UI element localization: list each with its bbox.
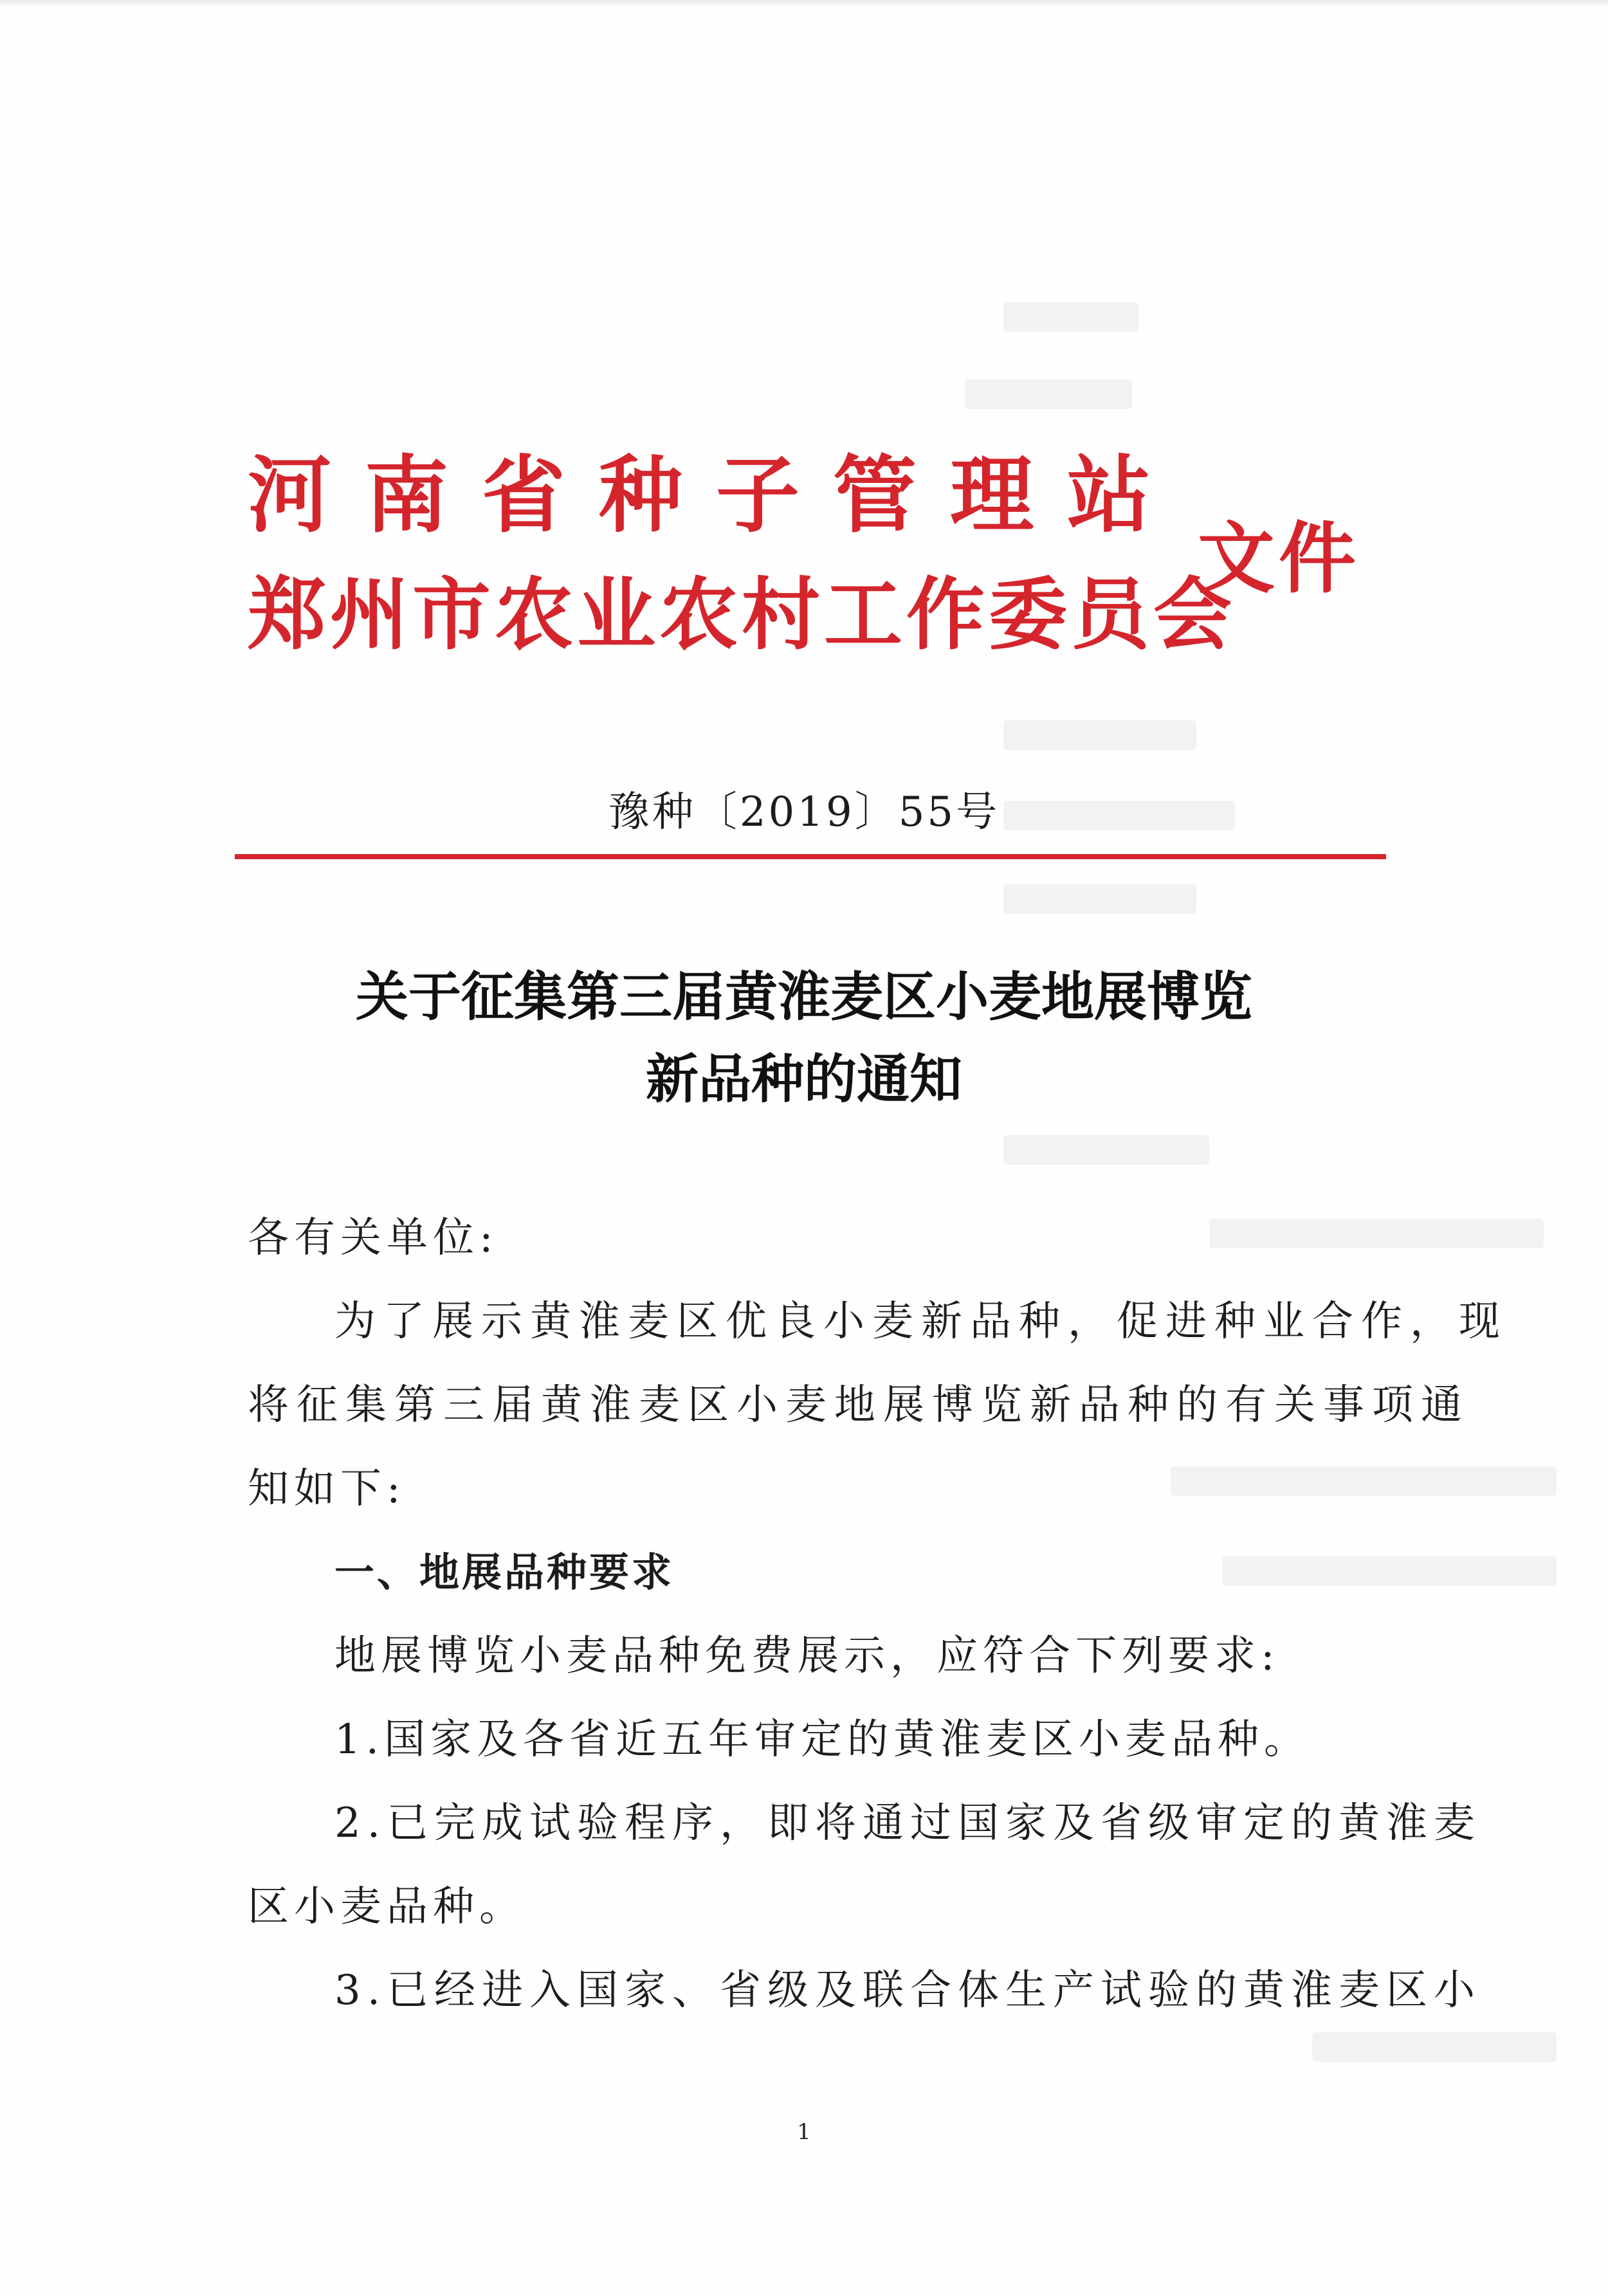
salutation: 各有关单位: bbox=[248, 1214, 498, 1262]
paragraph-line: 将征集第三届黄淮麦区小麦地展博览新品种的有关事项通 bbox=[248, 1381, 1470, 1429]
scan-edge-shadow bbox=[0, 0, 1608, 6]
bleed-through-mark bbox=[1003, 302, 1138, 332]
bleed-through-mark bbox=[1003, 720, 1196, 750]
bleed-through-mark bbox=[965, 379, 1132, 409]
bleed-through-mark bbox=[1171, 1466, 1557, 1496]
issuer-name-secondary: 郑州市农业农村工作委员会 bbox=[248, 568, 1236, 661]
requirement-item-2: 2.已完成试验程序，即将通过国家及省级审定的黄淮麦 bbox=[334, 1799, 1482, 1847]
requirement-item-3: 3.已经进入国家、省级及联合体生产试验的黄淮麦区小 bbox=[334, 1967, 1482, 2014]
requirement-item-2-continued: 区小麦品种。 bbox=[248, 1883, 525, 1931]
bleed-through-mark bbox=[1312, 2032, 1557, 2062]
paragraph-line: 知如下: bbox=[248, 1465, 406, 1513]
document-number: 豫种〔2019〕55号 bbox=[608, 788, 1000, 836]
bleed-through-mark bbox=[1222, 1556, 1557, 1586]
document-title-line-2: 新品种的通知 bbox=[645, 1048, 962, 1110]
page-number: 1 bbox=[797, 2119, 811, 2145]
document-title-line-1: 关于征集第三届黄淮麦区小麦地展博览 bbox=[355, 966, 1252, 1028]
section-heading: 一、地展品种要求 bbox=[334, 1549, 675, 1596]
issuer-name-primary: 河南省种子管理站 bbox=[248, 446, 1185, 544]
bleed-through-mark bbox=[1003, 1135, 1209, 1165]
bleed-through-mark bbox=[1209, 1219, 1544, 1248]
requirement-item-1: 1.国家及各省近五年审定的黄淮麦区小麦品种。 bbox=[334, 1716, 1311, 1763]
requirements-intro: 地展博览小麦品种免费展示，应符合下列要求: bbox=[334, 1632, 1280, 1680]
red-divider-line bbox=[235, 854, 1386, 859]
bleed-through-mark bbox=[1003, 884, 1196, 914]
document-type-label: 文件 bbox=[1198, 515, 1360, 604]
paragraph-line: 为了展示黄淮麦区优良小麦新品种，促进种业合作，现 bbox=[334, 1298, 1508, 1345]
